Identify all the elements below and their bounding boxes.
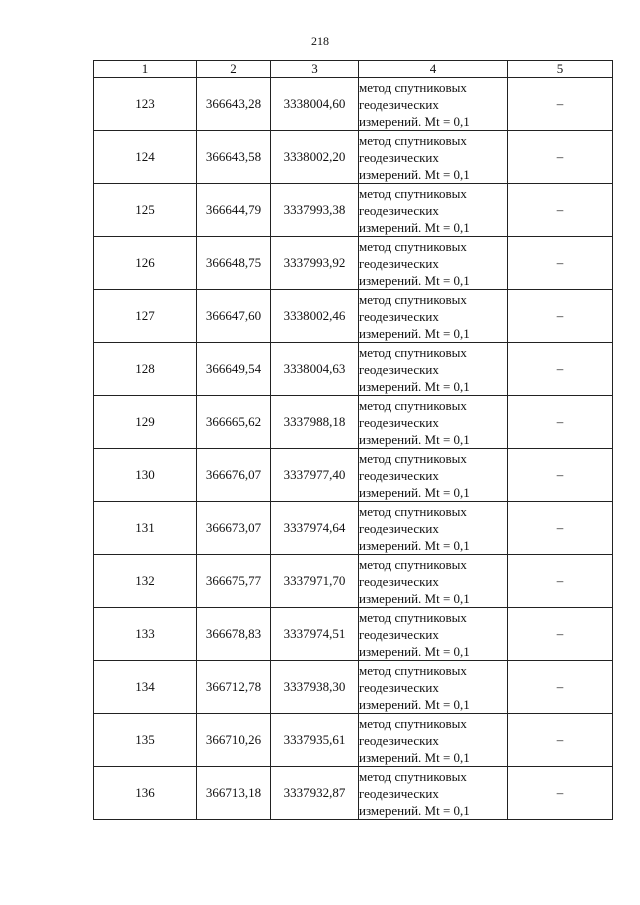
method-line: измерений. Mt = 0,1 xyxy=(359,219,470,235)
point-number-cell: 134 xyxy=(94,661,197,714)
y-coordinate-cell: 3337974,51 xyxy=(271,608,359,661)
method-line: измерений. Mt = 0,1 xyxy=(359,325,470,341)
method-line: геодезических xyxy=(359,361,439,377)
note-cell: – xyxy=(508,555,613,608)
x-coordinate-cell: 366644,79 xyxy=(197,184,271,237)
method-line: метод спутниковых xyxy=(359,291,467,307)
note-cell: – xyxy=(508,502,613,555)
x-coordinate-cell: 366647,60 xyxy=(197,290,271,343)
column-header-3: 3 xyxy=(271,61,359,78)
note-cell: – xyxy=(508,661,613,714)
x-coordinate-cell: 366643,28 xyxy=(197,78,271,131)
y-coordinate-cell: 3338002,46 xyxy=(271,290,359,343)
method-cell xyxy=(359,184,508,237)
method-cell xyxy=(359,661,508,714)
method-line: измерений. Mt = 0,1 xyxy=(359,643,470,659)
point-number-cell: 127 xyxy=(94,290,197,343)
method-line: метод спутниковых xyxy=(359,715,467,731)
method-line: измерений. Mt = 0,1 xyxy=(359,484,470,500)
method-line: геодезических xyxy=(359,96,439,112)
column-header-1: 1 xyxy=(94,61,197,78)
x-coordinate-cell: 366710,26 xyxy=(197,714,271,767)
table-row xyxy=(94,502,613,555)
method-line: метод спутниковых xyxy=(359,132,467,148)
column-header-2: 2 xyxy=(197,61,271,78)
table-row xyxy=(94,661,613,714)
method-line: измерений. Mt = 0,1 xyxy=(359,749,470,765)
table-header-row xyxy=(94,61,613,78)
method-cell xyxy=(359,714,508,767)
x-coordinate-cell: 366673,07 xyxy=(197,502,271,555)
x-coordinate-cell: 366712,78 xyxy=(197,661,271,714)
y-coordinate-cell: 3337932,87 xyxy=(271,767,359,820)
y-coordinate-cell: 3337988,18 xyxy=(271,396,359,449)
method-line: измерений. Mt = 0,1 xyxy=(359,590,470,606)
method-line: метод спутниковых xyxy=(359,450,467,466)
table-row xyxy=(94,449,613,502)
method-cell xyxy=(359,237,508,290)
method-line: измерений. Mt = 0,1 xyxy=(359,113,470,129)
method-cell xyxy=(359,767,508,820)
method-line: метод спутниковых xyxy=(359,662,467,678)
method-line: геодезических xyxy=(359,573,439,589)
note-cell: – xyxy=(508,290,613,343)
table-row xyxy=(94,555,613,608)
method-line: метод спутниковых xyxy=(359,185,467,201)
y-coordinate-cell: 3337977,40 xyxy=(271,449,359,502)
y-coordinate-cell: 3337993,92 xyxy=(271,237,359,290)
method-cell xyxy=(359,131,508,184)
method-line: геодезических xyxy=(359,149,439,165)
note-cell: – xyxy=(508,767,613,820)
method-line: геодезических xyxy=(359,679,439,695)
method-line: измерений. Mt = 0,1 xyxy=(359,802,470,818)
column-header-4: 4 xyxy=(359,61,508,78)
column-header-5: 5 xyxy=(508,61,613,78)
point-number-cell: 129 xyxy=(94,396,197,449)
method-line: измерений. Mt = 0,1 xyxy=(359,166,470,182)
method-line: измерений. Mt = 0,1 xyxy=(359,537,470,553)
note-cell: – xyxy=(508,184,613,237)
method-cell xyxy=(359,555,508,608)
point-number-cell: 124 xyxy=(94,131,197,184)
note-cell: – xyxy=(508,449,613,502)
x-coordinate-cell: 366713,18 xyxy=(197,767,271,820)
method-line: метод спутниковых xyxy=(359,503,467,519)
y-coordinate-cell: 3338004,60 xyxy=(271,78,359,131)
y-coordinate-cell: 3337974,64 xyxy=(271,502,359,555)
method-cell xyxy=(359,608,508,661)
coordinates-table xyxy=(93,60,613,820)
method-line: геодезических xyxy=(359,255,439,271)
method-cell xyxy=(359,396,508,449)
method-line: измерений. Mt = 0,1 xyxy=(359,272,470,288)
point-number-cell: 135 xyxy=(94,714,197,767)
method-line: измерений. Mt = 0,1 xyxy=(359,431,470,447)
method-cell xyxy=(359,502,508,555)
method-cell xyxy=(359,343,508,396)
point-number-cell: 123 xyxy=(94,78,197,131)
x-coordinate-cell: 366643,58 xyxy=(197,131,271,184)
y-coordinate-cell: 3337935,61 xyxy=(271,714,359,767)
x-coordinate-cell: 366649,54 xyxy=(197,343,271,396)
table-row xyxy=(94,237,613,290)
note-cell: – xyxy=(508,237,613,290)
note-cell: – xyxy=(508,343,613,396)
method-line: геодезических xyxy=(359,785,439,801)
table-row xyxy=(94,78,613,131)
x-coordinate-cell: 366648,75 xyxy=(197,237,271,290)
method-line: геодезических xyxy=(359,520,439,536)
table-row xyxy=(94,343,613,396)
x-coordinate-cell: 366676,07 xyxy=(197,449,271,502)
y-coordinate-cell: 3337971,70 xyxy=(271,555,359,608)
method-line: метод спутниковых xyxy=(359,79,467,95)
method-line: метод спутниковых xyxy=(359,768,467,784)
note-cell: – xyxy=(508,396,613,449)
point-number-cell: 132 xyxy=(94,555,197,608)
table-row xyxy=(94,608,613,661)
y-coordinate-cell: 3337993,38 xyxy=(271,184,359,237)
method-line: геодезических xyxy=(359,202,439,218)
point-number-cell: 128 xyxy=(94,343,197,396)
method-line: измерений. Mt = 0,1 xyxy=(359,696,470,712)
table-row xyxy=(94,131,613,184)
method-cell xyxy=(359,78,508,131)
note-cell: – xyxy=(508,78,613,131)
x-coordinate-cell: 366665,62 xyxy=(197,396,271,449)
table-body xyxy=(94,78,613,820)
x-coordinate-cell: 366678,83 xyxy=(197,608,271,661)
method-line: геодезических xyxy=(359,414,439,430)
point-number-cell: 125 xyxy=(94,184,197,237)
table-row xyxy=(94,290,613,343)
point-number-cell: 133 xyxy=(94,608,197,661)
y-coordinate-cell: 3338004,63 xyxy=(271,343,359,396)
point-number-cell: 130 xyxy=(94,449,197,502)
table-row xyxy=(94,714,613,767)
note-cell: – xyxy=(508,714,613,767)
method-line: геодезических xyxy=(359,467,439,483)
method-line: метод спутниковых xyxy=(359,397,467,413)
point-number-cell: 126 xyxy=(94,237,197,290)
x-coordinate-cell: 366675,77 xyxy=(197,555,271,608)
method-line: метод спутниковых xyxy=(359,556,467,572)
method-cell xyxy=(359,290,508,343)
page-number: 218 xyxy=(311,34,329,48)
method-line: метод спутниковых xyxy=(359,238,467,254)
method-line: измерений. Mt = 0,1 xyxy=(359,378,470,394)
table-row xyxy=(94,767,613,820)
note-cell: – xyxy=(508,608,613,661)
table-row xyxy=(94,184,613,237)
y-coordinate-cell: 3338002,20 xyxy=(271,131,359,184)
method-cell xyxy=(359,449,508,502)
method-line: геодезических xyxy=(359,308,439,324)
table-row xyxy=(94,396,613,449)
method-line: метод спутниковых xyxy=(359,609,467,625)
method-line: геодезических xyxy=(359,732,439,748)
note-cell: – xyxy=(508,131,613,184)
method-line: метод спутниковых xyxy=(359,344,467,360)
method-line: геодезических xyxy=(359,626,439,642)
point-number-cell: 131 xyxy=(94,502,197,555)
y-coordinate-cell: 3337938,30 xyxy=(271,661,359,714)
point-number-cell: 136 xyxy=(94,767,197,820)
